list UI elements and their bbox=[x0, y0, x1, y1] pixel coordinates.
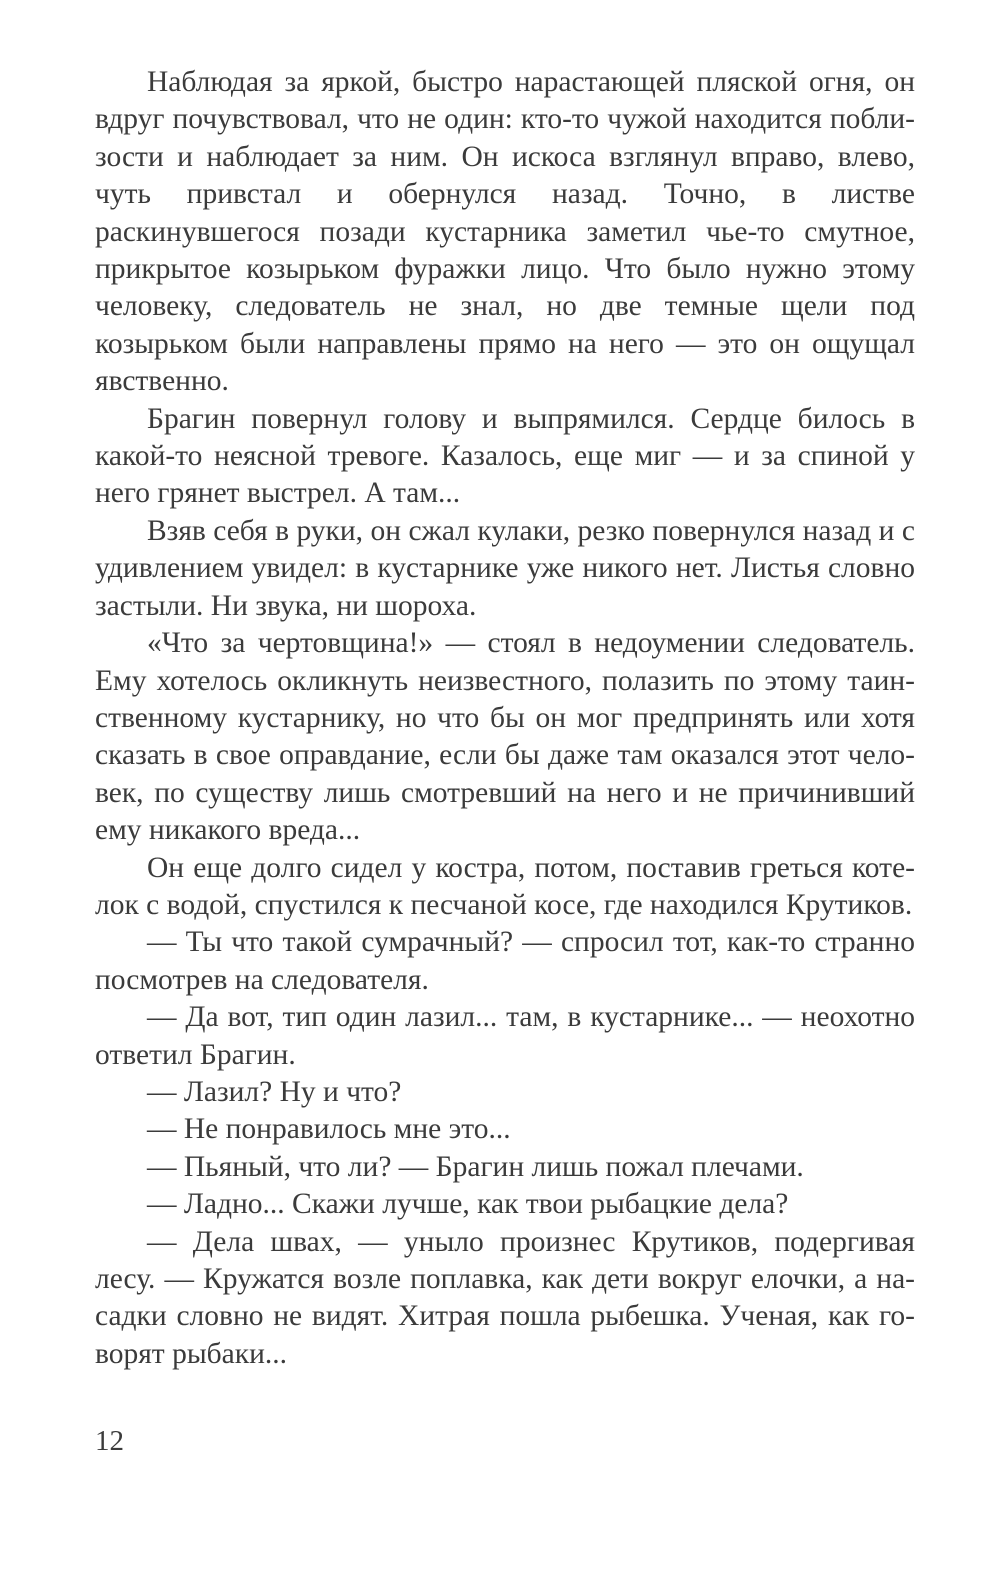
page-number: 12 bbox=[95, 1425, 124, 1457]
paragraph: Наблюдая за яркой, быстро нарастающей пляской огня, он вдруг почувствовал, что не один: кто-то чужой находится поблизости и наблюдает за ним. Он искоса взглянул вправо, влево, чуть привстал и обернулся назад. Точно, в листве раскинувшегося позади кустарника заметил чье-то смутное, прикрытое козырьком фуражки лицо. Что было нужно этому человеку, следователь не знал, но две темные щели под козырьком были направлены прямо на него — это он ощущал явственно. bbox=[95, 66, 915, 398]
page-body bbox=[95, 64, 915, 1373]
dialogue-line: — Не понравилось мне это... bbox=[147, 1113, 511, 1146]
dialogue-line: — Лазил? Ну и что? bbox=[147, 1075, 402, 1108]
dialogue-line: — Пьяный, что ли? — Брагин лишь пожал плечами. bbox=[147, 1150, 804, 1183]
paragraph: Брагин повернул голову и выпрямился. Сердце билось в какой-то неясной тревоге. Казалось, еще миг — и за спиной у него грянет выстрел. А там... bbox=[95, 402, 915, 510]
dialogue-line: — Дела швах, — уныло произнес Крутиков, подергивая лесу. — Кружатся возле поплавка, как дети вокруг елочки, а насадки словно не видят. Хитрая пошла рыбешка. Ученая, как говорят рыбаки... bbox=[95, 1225, 915, 1370]
dialogue-line: — Ладно... Скажи лучше, как твои рыбацкие дела? bbox=[147, 1188, 789, 1221]
paragraph: «Что за чертовщина!» — стоял в недоумении следователь. Ему хотелось окликнуть неизвестного, полазить по этому таинственному кустарнику, но что бы он мог предпринять или хотя сказать в свое оправдание, если бы даже там оказался этот человек, по существу лишь смотревший на него и не причинивший ему никакого вреда... bbox=[95, 627, 915, 847]
paragraph: Он еще долго сидел у костра, потом, поставив греться котелок с водой, спустился к песчаной косе, где находился Крутиков. bbox=[95, 851, 915, 921]
paragraph: Взяв себя в руки, он сжал кулаки, резко повернулся назад и с удивлением увидел: в кустарнике уже никого нет. Листья словно застыли. Ни звука, ни шороха. bbox=[95, 514, 915, 622]
dialogue-line: — Да вот, тип один лазил... там, в кустарнике... — неохотно ответил Брагин. bbox=[95, 1001, 915, 1071]
dialogue-line: — Ты что такой сумрачный? — спросил тот, как-то странно посмотрев на следователя. bbox=[95, 926, 915, 996]
